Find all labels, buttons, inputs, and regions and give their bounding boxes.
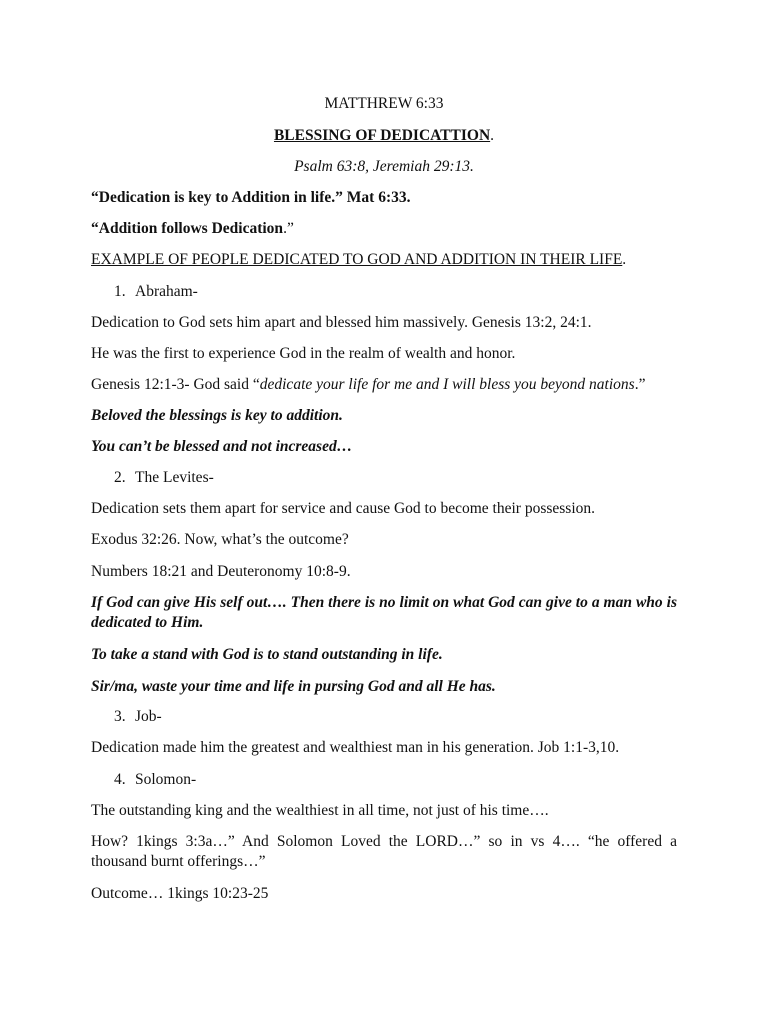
list-item-label: Solomon- — [135, 771, 197, 788]
paragraph: He was the first to experience God in the realm of wealth and honor. — [91, 345, 516, 362]
paragraph: Dedication to God sets him apart and blessed him massively. Genesis 13:2, 24:1. — [91, 314, 592, 331]
emphasis-line: To take a stand with God is to stand outstanding in life. — [91, 646, 443, 663]
list-number: 4. — [114, 771, 126, 788]
list-number: 3. — [114, 708, 126, 725]
paragraph: Numbers 18:21 and Deuteronomy 10:8-9. — [91, 563, 351, 580]
intro-quote-2 — [91, 219, 677, 239]
list-number: 1. — [114, 283, 126, 300]
paragraph: Outcome… 1kings 10:23-25 — [91, 885, 269, 902]
paragraph: Dedication made him the greatest and wealthiest man in his generation. Job 1:1-3,10. — [91, 739, 620, 756]
list-item-label: The Levites- — [135, 469, 214, 486]
section-title — [91, 250, 677, 270]
paragraph: The outstanding king and the wealthiest in all time, not just of his time…. — [91, 802, 549, 819]
list-number: 2. — [114, 469, 126, 486]
emphasis-line: Beloved the blessings is key to addition. — [91, 407, 343, 424]
paragraph-text: .” — [634, 376, 646, 393]
emphasis-paragraph: If God can give His self out…. Then there is no limit on what God can give to a man who is dedicated to Him. — [91, 594, 677, 631]
emphasis-line: Sir/ma, waste your time and life in pursing God and all He has. — [91, 678, 496, 695]
document-title: MATTHREW 6:33 — [324, 95, 444, 112]
emphasis-line: You can’t be blessed and not increased… — [91, 438, 353, 455]
list-item-abraham — [114, 282, 674, 302]
section-title-text: EXAMPLE OF PEOPLE DEDICATED TO GOD AND ADDITION IN THEIR LIFE — [91, 251, 623, 268]
intro-quote-1: “Dedication is key to Addition in life.” Mat 6:33. — [91, 189, 411, 206]
list-item-levites — [114, 468, 674, 488]
list-item-solomon — [114, 770, 674, 790]
scripture-references: Psalm 63:8, Jeremiah 29:13. — [294, 158, 474, 175]
list-item-label: Job- — [135, 708, 162, 725]
paragraph: How? 1kings 3:3a…” And Solomon Loved the LORD…” so in vs 4…. “he offered a thousand burnt offerings…” — [91, 833, 677, 870]
subtitle-text: BLESSING OF DEDICATTION — [273, 127, 491, 144]
intro-quote-2-tail: .” — [283, 220, 294, 237]
document-subtitle — [0, 126, 768, 146]
intro-quote-2-bold: “Addition follows Dedication — [91, 220, 284, 237]
subtitle-period: . — [490, 127, 495, 144]
paragraph: Dedication sets them apart for service and cause God to become their possession. — [91, 500, 596, 517]
section-title-period: . — [622, 251, 627, 268]
paragraph: Exodus 32:26. Now, what’s the outcome? — [91, 531, 349, 548]
paragraph-text: Genesis 12:1-3- God said “ — [91, 376, 260, 393]
list-item-label: Abraham- — [135, 283, 198, 300]
quoted-text: dedicate your life for me and I will bless you beyond nations — [259, 376, 635, 393]
paragraph — [91, 375, 677, 395]
list-item-job — [114, 707, 674, 727]
